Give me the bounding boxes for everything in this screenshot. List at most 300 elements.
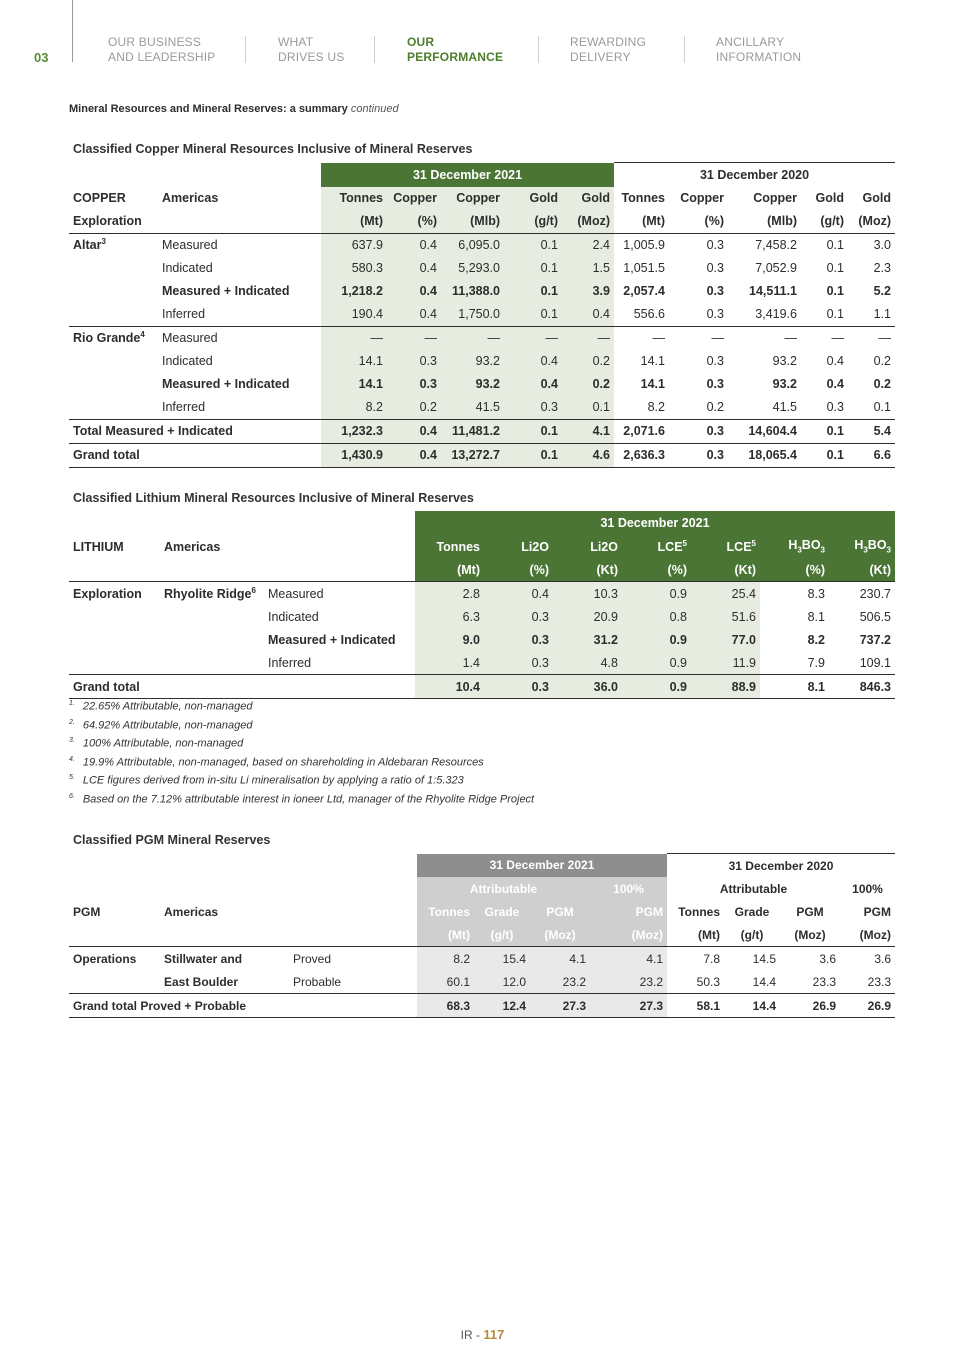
footnote-ref: 5 xyxy=(682,538,687,548)
value-cell: 23.3 xyxy=(812,974,836,989)
pgm-rows xyxy=(69,947,895,994)
pgm-attributable-2021: Attributable xyxy=(417,877,590,900)
col-unit: (Moz) xyxy=(530,923,590,947)
value-cell: 6.6 xyxy=(873,448,891,462)
col-head: Copper xyxy=(387,187,441,210)
value-cell: 27.3 xyxy=(530,994,590,1018)
col-unit: (Kt) xyxy=(553,558,622,582)
value-cell: 93.2 xyxy=(772,354,797,368)
value-cell: 93.2 xyxy=(441,350,504,373)
summary-suffix: continued xyxy=(350,103,399,115)
value-cell: 0.4 xyxy=(484,582,553,606)
col-head: Tonnes xyxy=(415,535,484,558)
site-name xyxy=(69,396,158,420)
footnote-text: 64.92% Attributable, non-managed xyxy=(82,719,253,732)
category-label: Probable xyxy=(293,974,342,989)
value-cell: 0.3 xyxy=(484,628,553,651)
pgm-region: Americas xyxy=(164,904,219,919)
copper-region: Americas xyxy=(162,191,219,205)
value-cell: — xyxy=(711,331,724,345)
value-cell: — xyxy=(441,326,504,350)
footer-prefix: IR - xyxy=(460,1328,484,1342)
value-cell: 7,458.2 xyxy=(755,238,797,252)
value-cell: 8.1 xyxy=(807,679,825,694)
site-name xyxy=(69,257,158,280)
pgm-hundred-2021: 100% xyxy=(590,877,667,900)
value-cell: 14.1 xyxy=(321,373,387,396)
value-cell: 0.4 xyxy=(387,443,441,467)
value-cell: 7.9 xyxy=(807,655,825,670)
footnote-text: 100% Attributable, non-managed xyxy=(82,737,244,750)
nav-separator xyxy=(538,36,539,63)
value-cell: 5.2 xyxy=(873,284,891,298)
col-unit: (Moz) xyxy=(590,923,667,947)
value-cell: 0.1 xyxy=(504,443,562,467)
copper-grand-total-row xyxy=(69,443,895,467)
value-cell: 3,419.6 xyxy=(755,307,797,321)
value-cell: 2.4 xyxy=(562,233,614,257)
pgm-period-2021: 31 December 2021 xyxy=(417,854,667,878)
nav-our-business[interactable] xyxy=(108,35,216,65)
total-label: Total Measured + Indicated xyxy=(73,424,233,438)
formula-part: 3 xyxy=(797,545,802,555)
value-cell: 51.6 xyxy=(691,605,760,628)
value-cell: 14.5 xyxy=(752,951,776,966)
value-cell: — xyxy=(878,331,891,345)
col-unit: (Mt) xyxy=(417,923,474,947)
footnotes xyxy=(69,700,534,812)
value-cell: 190.4 xyxy=(321,303,387,327)
col-head: Tonnes xyxy=(321,187,387,210)
rio-grande-group xyxy=(69,326,895,419)
formula-part: 3 xyxy=(886,545,891,555)
footnote-ref: 3 xyxy=(101,237,106,247)
formula-part: 3 xyxy=(820,545,825,555)
value-cell: 6.3 xyxy=(415,605,484,628)
value-cell: 11.9 xyxy=(691,651,760,675)
col-unit: (Mt) xyxy=(415,558,484,582)
value-cell: 0.4 xyxy=(504,350,562,373)
value-cell: 0.1 xyxy=(504,257,562,280)
value-cell: 8.1 xyxy=(807,609,825,624)
site-name: East Boulder xyxy=(164,974,239,989)
formula-part: H xyxy=(788,538,798,553)
value-cell: 14.1 xyxy=(640,354,665,368)
col-head: Tonnes xyxy=(417,900,474,923)
section-number: 03 xyxy=(34,50,49,65)
pgm-attributable-2020: Attributable xyxy=(719,881,788,896)
col-head: Gold xyxy=(562,187,614,210)
table-row xyxy=(69,396,895,420)
pgm-table-title: Classified PGM Mineral Reserves xyxy=(73,833,271,847)
value-cell: 0.3 xyxy=(504,396,562,420)
copper-label: COPPER xyxy=(73,191,126,205)
site-name xyxy=(160,628,264,651)
nav-line: ANCILLARY xyxy=(716,35,785,49)
footnote-ref: 4 xyxy=(140,330,145,340)
table-row xyxy=(69,605,895,628)
site-name xyxy=(69,303,158,327)
value-cell: 1.4 xyxy=(415,651,484,675)
value-cell: 109.1 xyxy=(859,655,891,670)
category-name: Exploration xyxy=(73,586,142,601)
category-label: Measured xyxy=(162,331,218,345)
col-unit: (%) xyxy=(484,558,553,582)
col-unit: (Kt) xyxy=(691,558,760,582)
formula-part: BO xyxy=(867,538,887,553)
formula-part: BO xyxy=(801,538,821,553)
pgm-grand-total-row xyxy=(69,994,895,1018)
value-cell: 3.6 xyxy=(819,951,836,966)
value-cell: 1,218.2 xyxy=(321,280,387,303)
col-head: Gold xyxy=(504,187,562,210)
total-label: Grand total Proved + Probable xyxy=(73,998,247,1013)
value-cell: 8.3 xyxy=(807,586,825,601)
value-cell: 0.2 xyxy=(387,396,441,420)
value-cell: 0.1 xyxy=(826,238,844,252)
value-cell: 4.1 xyxy=(590,947,667,971)
col-head: PGM xyxy=(530,900,590,923)
value-cell: 14.4 xyxy=(752,998,776,1013)
footnote-number: 6. xyxy=(69,792,75,800)
value-cell: 50.3 xyxy=(696,974,720,989)
total-label: Grand total xyxy=(73,679,140,694)
col-head-text: LCE xyxy=(726,540,752,555)
category-label: Measured xyxy=(162,238,218,252)
nav-ancillary-information[interactable] xyxy=(716,35,801,65)
value-cell: 5,293.0 xyxy=(441,257,504,280)
col-head xyxy=(691,535,760,558)
value-cell: 737.2 xyxy=(859,632,891,647)
lithium-period: 31 December 2021 xyxy=(415,511,895,535)
value-cell: 12.4 xyxy=(474,994,530,1018)
value-cell: 1,430.9 xyxy=(321,443,387,467)
copper-period-2021: 31 December 2021 xyxy=(321,163,614,187)
lithium-label: LITHIUM xyxy=(73,539,124,554)
site-name xyxy=(160,605,264,628)
lithium-region: Americas xyxy=(164,539,221,554)
value-cell: 23.3 xyxy=(867,974,891,989)
value-cell: 2.3 xyxy=(873,261,891,275)
value-cell: — xyxy=(784,331,797,345)
table-row xyxy=(69,326,895,350)
category-name xyxy=(69,651,160,675)
nav-separator xyxy=(245,36,246,63)
value-cell: 0.3 xyxy=(706,424,724,438)
col-unit: (Mt) xyxy=(698,927,720,942)
footnote xyxy=(69,719,534,738)
value-cell: — xyxy=(321,326,387,350)
value-cell: 93.2 xyxy=(441,373,504,396)
col-head xyxy=(829,535,895,558)
category-label: Measured + Indicated xyxy=(162,284,290,298)
value-cell: 4.1 xyxy=(562,419,614,443)
value-cell: 6,095.0 xyxy=(441,233,504,257)
value-cell: 1,005.9 xyxy=(623,238,665,252)
value-cell: 12.0 xyxy=(474,970,530,994)
value-cell: 0.3 xyxy=(706,377,724,391)
value-cell: 77.0 xyxy=(691,628,760,651)
value-cell: 23.2 xyxy=(530,970,590,994)
value-cell: 0.2 xyxy=(562,373,614,396)
value-cell: 3.0 xyxy=(873,238,891,252)
value-cell: 11,481.2 xyxy=(441,419,504,443)
value-cell: 0.4 xyxy=(504,373,562,396)
footnote xyxy=(69,737,534,756)
col-unit: (g/t) xyxy=(474,923,530,947)
value-cell: 0.4 xyxy=(387,233,441,257)
value-cell: 14,604.4 xyxy=(748,424,797,438)
value-cell: 2,057.4 xyxy=(623,284,665,298)
value-cell: 580.3 xyxy=(321,257,387,280)
category-name xyxy=(69,628,160,651)
col-unit: (Moz) xyxy=(562,210,614,234)
value-cell: 8.2 xyxy=(647,400,665,414)
value-cell: 0.4 xyxy=(826,377,844,391)
nav-line: WHAT xyxy=(278,35,314,49)
table-row xyxy=(69,947,895,971)
summary-title: Mineral Resources and Mineral Reserves: a summary xyxy=(69,103,348,115)
nav-separator xyxy=(374,36,375,63)
nav-what-drives-us[interactable] xyxy=(278,35,344,65)
table-row xyxy=(69,651,895,675)
value-cell: 0.9 xyxy=(622,651,691,675)
value-cell: 26.9 xyxy=(867,998,891,1013)
formula-part: H xyxy=(854,538,864,553)
value-cell: 9.0 xyxy=(415,628,484,651)
table-row xyxy=(69,257,895,280)
category-label: Inferred xyxy=(268,655,312,670)
col-unit: (Mt) xyxy=(321,210,387,234)
col-head: Gold xyxy=(862,191,891,205)
value-cell: 14.1 xyxy=(321,350,387,373)
value-cell: 0.3 xyxy=(706,261,724,275)
value-cell: 4.6 xyxy=(562,443,614,467)
lithium-rows xyxy=(69,582,895,675)
value-cell: 0.2 xyxy=(706,400,724,414)
table-row xyxy=(69,582,895,606)
category-label: Indicated xyxy=(162,354,213,368)
nav-rewarding-delivery[interactable] xyxy=(570,35,646,65)
value-cell: 0.1 xyxy=(504,233,562,257)
table-row xyxy=(69,280,895,303)
lithium-table xyxy=(69,511,895,699)
col-head: Copper xyxy=(680,191,724,205)
value-cell: 3.6 xyxy=(874,951,891,966)
site-name-text: Rhyolite Ridge xyxy=(164,587,252,602)
category-label: Measured + Indicated xyxy=(268,632,396,647)
value-cell: 506.5 xyxy=(859,609,891,624)
value-cell: 2,636.3 xyxy=(623,448,665,462)
col-unit: (%) xyxy=(622,558,691,582)
value-cell: 14.1 xyxy=(640,377,665,391)
value-cell: 0.2 xyxy=(562,350,614,373)
col-unit: (g/t) xyxy=(504,210,562,234)
value-cell: 1,750.0 xyxy=(441,303,504,327)
table-row xyxy=(69,628,895,651)
value-cell: 0.4 xyxy=(387,280,441,303)
value-cell: 11,388.0 xyxy=(441,280,504,303)
altar-group xyxy=(69,233,895,326)
value-cell: 0.3 xyxy=(484,675,553,699)
copper-sublabel: Exploration xyxy=(73,214,142,228)
header-divider xyxy=(72,0,73,62)
col-unit: (Kt) xyxy=(829,558,895,582)
value-cell: 0.3 xyxy=(484,651,553,675)
value-cell: 4.1 xyxy=(530,947,590,971)
value-cell: 1.1 xyxy=(873,307,891,321)
category-name xyxy=(69,605,160,628)
table-row xyxy=(69,233,895,257)
value-cell: 0.3 xyxy=(387,373,441,396)
value-cell: — xyxy=(504,326,562,350)
value-cell: 5.4 xyxy=(873,424,891,438)
col-unit: (g/t) xyxy=(820,214,844,228)
value-cell: 1,051.5 xyxy=(623,261,665,275)
site-name xyxy=(69,350,158,373)
value-cell: 0.4 xyxy=(826,354,844,368)
site-name-text: Altar xyxy=(73,238,102,253)
value-cell: — xyxy=(652,331,665,345)
category-label: Measured xyxy=(268,586,324,601)
nav-line: REWARDING xyxy=(570,35,647,49)
col-unit: (%) xyxy=(387,210,441,234)
category-label: Inferred xyxy=(162,400,206,414)
copper-table-title: Classified Copper Mineral Resources Inclusive of Mineral Reserves xyxy=(73,142,473,156)
value-cell: 7.8 xyxy=(703,951,720,966)
value-cell: 20.9 xyxy=(553,605,622,628)
pgm-label: PGM xyxy=(73,904,101,919)
col-unit: (Moz) xyxy=(794,927,826,942)
lithium-table-title: Classified Lithium Mineral Resources Inclusive of Mineral Reserves xyxy=(73,491,474,505)
value-cell: 10.4 xyxy=(415,675,484,699)
value-cell: 7,052.9 xyxy=(755,261,797,275)
value-cell: 0.1 xyxy=(504,303,562,327)
pgm-hundred-2020: 100% xyxy=(852,881,883,896)
footnote-text: LCE figures derived from in-situ Li mineralisation by applying a ratio of 1:5.323 xyxy=(82,775,464,788)
category-label: Proved xyxy=(293,951,332,966)
col-head: Li2O xyxy=(484,535,553,558)
footnote-ref: 5 xyxy=(751,538,756,548)
site-name xyxy=(69,280,158,303)
col-head: Grade xyxy=(474,900,530,923)
value-cell: 0.4 xyxy=(387,257,441,280)
nav-line: DELIVERY xyxy=(570,50,631,64)
table-row xyxy=(69,970,895,994)
value-cell: 1.5 xyxy=(562,257,614,280)
nav-separator xyxy=(684,36,685,63)
value-cell: 13,272.7 xyxy=(441,443,504,467)
col-head: Tonnes xyxy=(678,904,720,919)
footnote-text: 22.65% Attributable, non-managed xyxy=(82,700,253,713)
value-cell: 0.1 xyxy=(826,261,844,275)
nav-line: DRIVES US xyxy=(278,50,345,64)
value-cell: 18,065.4 xyxy=(748,448,797,462)
table-row xyxy=(69,350,895,373)
site-name-text: Rio Grande xyxy=(73,331,141,346)
nav-our-performance[interactable] xyxy=(407,35,503,65)
category-name xyxy=(69,970,160,994)
value-cell: 68.3 xyxy=(417,994,474,1018)
footnote-number: 5. xyxy=(69,774,75,782)
footnote-number: 4. xyxy=(69,755,75,763)
footnote xyxy=(69,700,534,719)
value-cell: 23.2 xyxy=(590,970,667,994)
site-name xyxy=(160,651,264,675)
nav-line: OUR BUSINESS xyxy=(108,35,202,49)
col-head: Copper xyxy=(441,187,504,210)
col-unit: (Moz) xyxy=(859,927,891,942)
value-cell: 36.0 xyxy=(553,675,622,699)
footnote-number: 1. xyxy=(69,700,75,707)
col-head: Li2O xyxy=(553,535,622,558)
value-cell: 0.4 xyxy=(387,303,441,327)
value-cell: 4.8 xyxy=(553,651,622,675)
col-head xyxy=(760,535,829,558)
value-cell: 26.9 xyxy=(812,998,836,1013)
value-cell: — xyxy=(387,326,441,350)
table-row xyxy=(69,303,895,327)
total-label: Grand total xyxy=(73,448,140,462)
nav-line: AND LEADERSHIP xyxy=(108,50,216,64)
value-cell: 31.2 xyxy=(553,628,622,651)
value-cell: 60.1 xyxy=(417,970,474,994)
value-cell: 8.2 xyxy=(807,632,825,647)
value-cell: 3.9 xyxy=(562,280,614,303)
value-cell: 88.9 xyxy=(691,675,760,699)
value-cell: 0.4 xyxy=(562,303,614,327)
value-cell: 0.4 xyxy=(387,419,441,443)
category-label: Indicated xyxy=(268,609,319,624)
col-unit: (Mlb) xyxy=(441,210,504,234)
footnote-text: Based on the 7.12% attributable interest in ioneer Ltd, manager of the Rhyolite Ridge Project xyxy=(82,793,535,806)
site-name: Stillwater and xyxy=(164,951,243,966)
value-cell: 58.1 xyxy=(696,998,720,1013)
col-head: Grade xyxy=(734,904,770,919)
footnote-number: 3. xyxy=(69,737,75,745)
col-unit: (Moz) xyxy=(858,214,891,228)
value-cell: 10.3 xyxy=(553,582,622,606)
value-cell: 0.1 xyxy=(826,284,844,298)
value-cell: 0.1 xyxy=(562,396,614,420)
value-cell: 2.8 xyxy=(415,582,484,606)
category-label: Indicated xyxy=(162,261,213,275)
value-cell: 0.3 xyxy=(387,350,441,373)
nav-line: INFORMATION xyxy=(716,50,802,64)
footnote-number: 2. xyxy=(69,718,75,726)
value-cell: 2,071.6 xyxy=(623,424,665,438)
value-cell: 0.1 xyxy=(873,400,891,414)
summary-heading xyxy=(69,103,399,115)
footnote xyxy=(69,793,534,812)
value-cell: 0.8 xyxy=(622,605,691,628)
nav-line: PERFORMANCE xyxy=(407,50,504,64)
col-unit: (%) xyxy=(760,558,829,582)
page-footer xyxy=(0,1327,965,1342)
value-cell: 0.3 xyxy=(706,354,724,368)
value-cell: 0.9 xyxy=(622,582,691,606)
value-cell: 0.3 xyxy=(826,400,844,414)
copper-table xyxy=(69,162,895,468)
value-cell: 637.9 xyxy=(321,233,387,257)
value-cell: — xyxy=(562,326,614,350)
value-cell: 0.1 xyxy=(504,280,562,303)
value-cell: 0.3 xyxy=(484,605,553,628)
site-name xyxy=(69,326,158,350)
value-cell: 0.9 xyxy=(622,628,691,651)
value-cell: 8.2 xyxy=(321,396,387,420)
footnote-ref: 6 xyxy=(251,585,256,595)
